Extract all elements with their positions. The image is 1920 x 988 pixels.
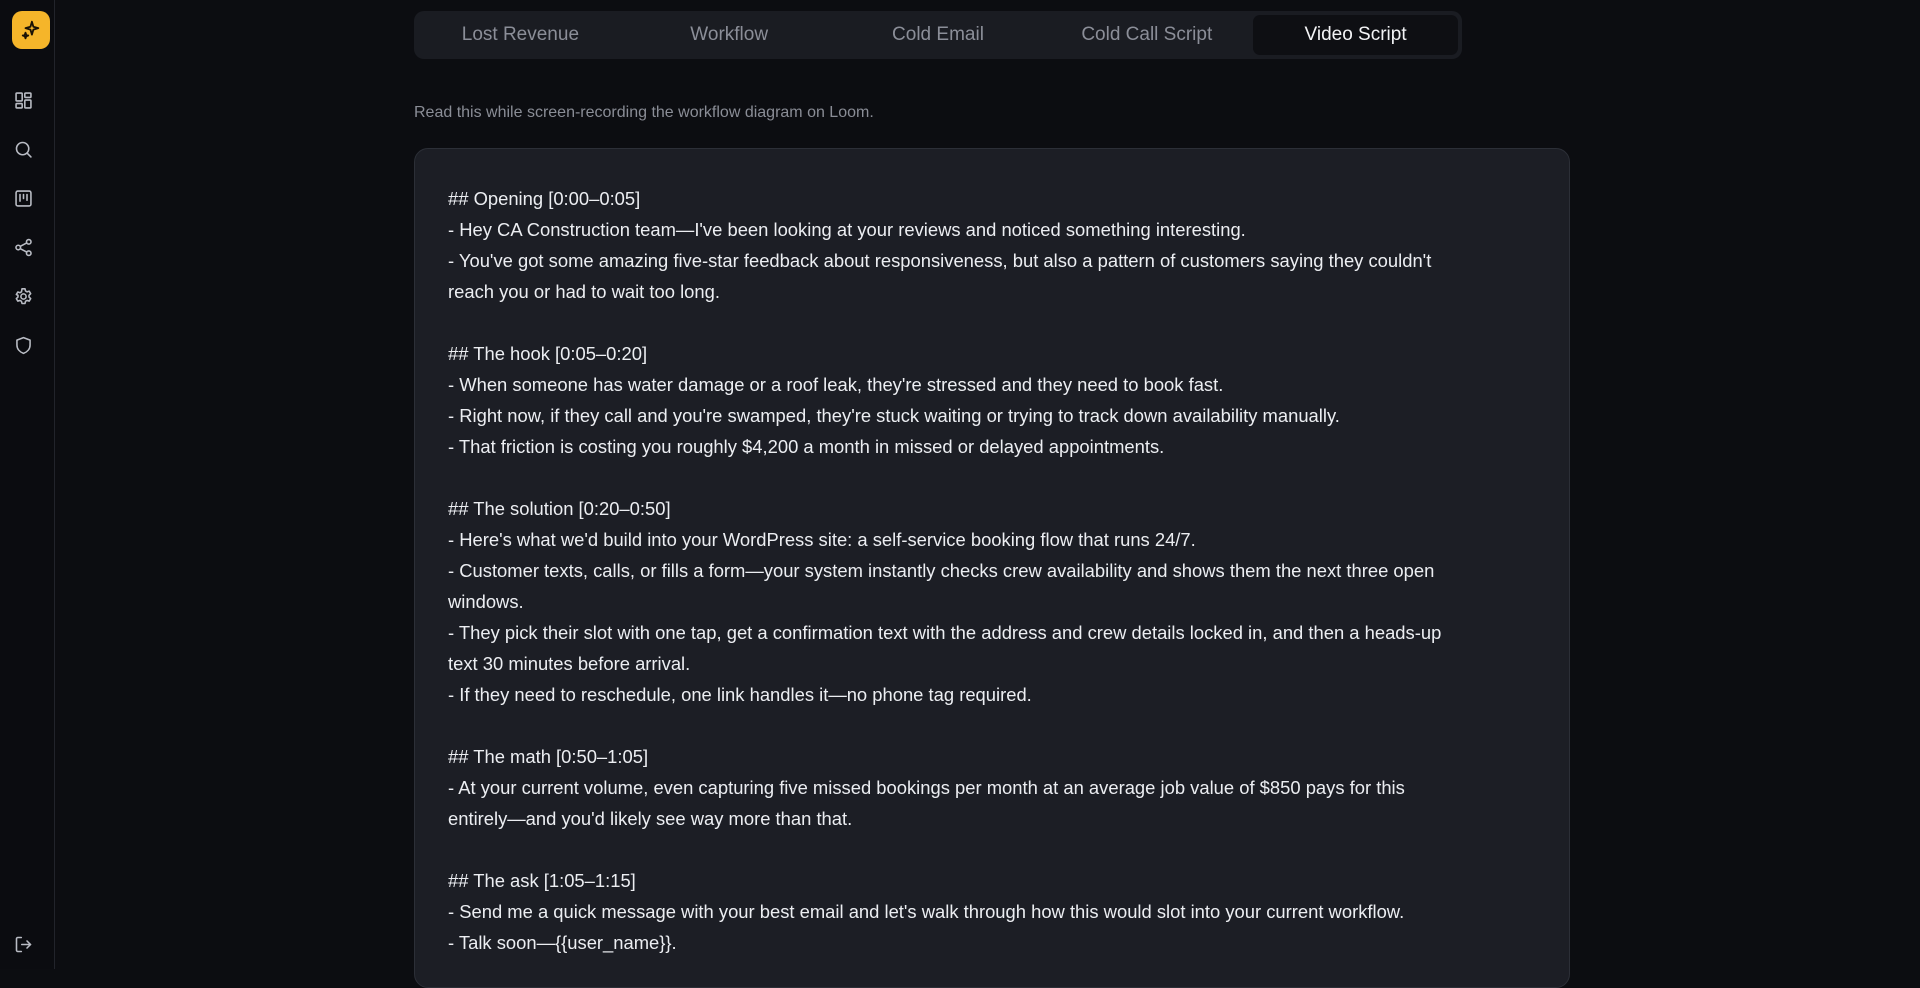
sidebar-item-settings[interactable] [11,284,35,308]
script-line: - That friction is costing you roughly $4,200 a month in missed or delayed appointments. [448,436,1165,457]
script-heading: ## The math [0:50–1:05] [448,746,649,767]
script-line: reach you or had to wait too long. [448,281,720,302]
sidebar-item-share[interactable] [11,235,35,259]
logout-icon [13,934,34,955]
sidebar-item-search[interactable] [11,137,35,161]
script-line: - Talk soon—{{user_name}}. [448,932,677,953]
script-line: - Send me a quick message with your best email and let's walk through how this would slot into your current workflow. [448,901,1405,922]
tab-bar [414,11,1462,59]
search-icon [13,139,34,160]
tab-lost-revenue[interactable]: Lost Revenue [461,24,580,45]
instruction-text: Read this while screen-recording the workflow diagram on Loom. [414,104,874,121]
sidebar-item-security[interactable] [11,333,35,357]
kanban-icon [13,188,34,209]
script-blank-line [448,834,1536,865]
script-line: - Here's what we'd build into your WordPress site: a self-service booking flow that runs 24/7. [448,529,1196,550]
script-heading: ## Opening [0:00–0:05] [448,188,641,209]
share-icon [13,237,34,258]
sidebar-item-dashboard[interactable] [11,88,35,112]
script-heading: ## The ask [1:05–1:15] [448,870,636,891]
script-line: - They pick their slot with one tap, get a confirmation text with the address and crew details locked in, and then a heads-up [448,622,1442,643]
shield-icon [13,335,34,356]
script-heading: ## The hook [0:05–0:20] [448,343,648,364]
script-blank-line [448,710,1536,741]
sidebar-item-board[interactable] [11,186,35,210]
script-blank-line [448,462,1536,493]
sidebar [0,0,55,969]
script-line: text 30 minutes before arrival. [448,653,691,674]
tab-workflow[interactable]: Workflow [690,24,769,45]
script-line: entirely—and you'd likely see way more than that. [448,808,853,829]
script-blank-line [448,307,1536,338]
video-script-content[interactable] [414,148,1570,988]
tab-video-script[interactable]: Video Script [1253,15,1458,55]
sparkle-icon [20,19,42,41]
dashboard-icon [13,90,34,111]
script-line: - Customer texts, calls, or fills a form—your system instantly checks crew availability and shows them the next three open [448,560,1435,581]
app-logo[interactable] [12,11,50,49]
script-heading: ## The solution [0:20–0:50] [448,498,671,519]
script-line: - You've got some amazing five-star feedback about responsiveness, but also a pattern of customers saying they couldn't [448,250,1432,271]
logout-button[interactable] [11,932,35,956]
tab-cold-email[interactable]: Cold Email [892,24,984,45]
gear-icon [13,286,34,307]
script-line: - At your current volume, even capturing five missed bookings per month at an average job value of $850 pays for this [448,777,1405,798]
tab-cold-call-script[interactable]: Cold Call Script [1081,24,1213,45]
script-line: - Hey CA Construction team—I've been looking at your reviews and noticed something interesting. [448,219,1246,240]
script-line: windows. [448,591,524,612]
script-line: - Right now, if they call and you're swamped, they're stuck waiting or trying to track down availability manually. [448,405,1340,426]
script-line: - When someone has water damage or a roof leak, they're stressed and they need to book fast. [448,374,1224,395]
script-line: - If they need to reschedule, one link handles it—no phone tag required. [448,684,1032,705]
